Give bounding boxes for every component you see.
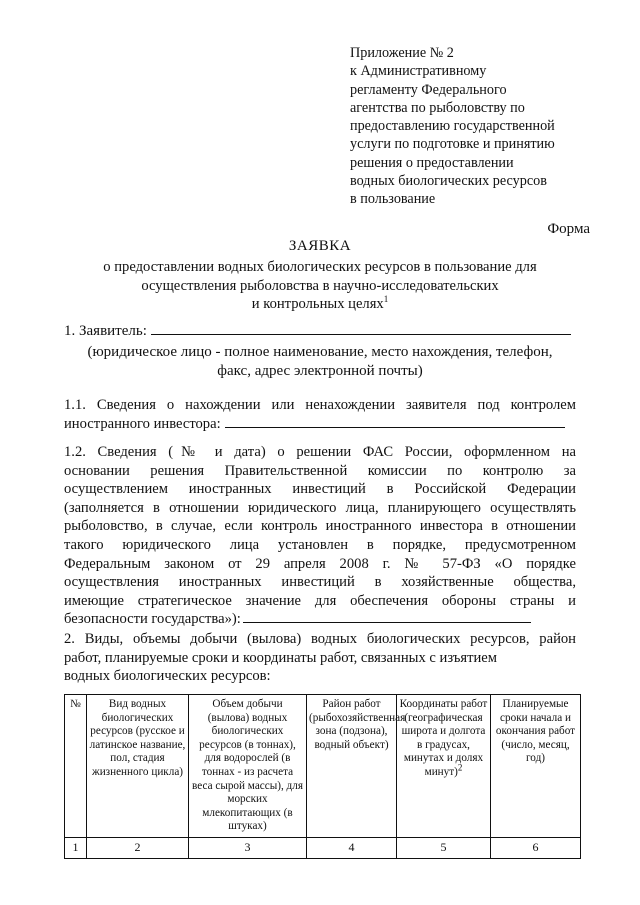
resources-table <box>64 694 581 859</box>
table-cell: 6 <box>491 837 581 858</box>
subtitle-line <box>60 295 580 314</box>
appendix-line: регламенту Федерального <box>350 81 507 98</box>
appendix-line: к Административному <box>350 63 487 80</box>
section-1-2-line: имеющие стратегическое значение для обеспечения обороны страны и <box>64 592 576 609</box>
table-header-text: Координаты работ (географическая широта и долгота в градусах, минутах и долях минут) <box>399 698 488 778</box>
section-1-2-line: осуществлением иностранных инвестиций в Российской Федерации <box>64 481 576 498</box>
section-2-line: водных биологических ресурсов: <box>64 668 271 685</box>
table-header-cell: Район работ (рыбохозяйственная зона (подзона), водный объект) <box>307 695 397 838</box>
applicant-row <box>64 322 571 340</box>
section-1-2-line: Федеральным законом от 29 апреля 2008 г. № 57-ФЗ «О порядке <box>64 555 576 572</box>
section-2-line: 2. Виды, объемы добычи (вылова) водных биологических ресурсов, район <box>64 631 576 647</box>
appendix-line: предоставлению государственной <box>350 118 555 135</box>
section-1-2-line: основании решения Правительственной комиссии по контролю за <box>64 462 576 479</box>
section-2 <box>64 630 576 686</box>
appendix-block <box>350 44 610 209</box>
table-cell: 1 <box>65 837 87 858</box>
table-cell: 5 <box>397 837 491 858</box>
table-header-cell <box>397 695 491 838</box>
section-2-line: работ, планируемые сроки и координаты работ, связанных с изъятием <box>64 649 498 666</box>
section-1-2-line: (заполняется в отношении юридического лица, планирующего осуществлять <box>64 499 576 516</box>
section-1-1-line: 1.1. Сведения о нахождении или ненахождении заявителя под контролем <box>64 397 576 413</box>
table-header-cell: № <box>65 695 87 838</box>
section-1-2-line: 1.2. Сведения (№ и дата) о решении ФАС России, оформленном на <box>64 444 576 460</box>
table-cell: 3 <box>189 837 307 858</box>
appendix-line: водных биологических ресурсов <box>350 173 547 190</box>
section-1-2 <box>64 443 576 629</box>
applicant-label: 1. Заявитель: <box>64 323 147 339</box>
appendix-line: Приложение № 2 <box>350 45 454 61</box>
applicant-field[interactable] <box>151 322 571 335</box>
subtitle-line-text: и контрольных целях <box>251 296 384 312</box>
section-1-1 <box>64 396 576 433</box>
table-cell: 2 <box>87 837 189 858</box>
table-header-row <box>65 695 581 838</box>
appendix-line: услуги по подготовке и принятию <box>350 136 555 153</box>
table-cell: 4 <box>307 837 397 858</box>
foreign-investor-field[interactable] <box>225 415 565 428</box>
subtitle-line: о предоставлении водных биологических ресурсов в пользование для <box>103 259 537 275</box>
appendix-line: агентства по рыболовству по <box>350 99 525 116</box>
footnote-mark: 1 <box>383 294 389 305</box>
appendix-line: в пользование <box>350 191 436 208</box>
table-header-cell: Объем добычи (вылова) водных биологических ресурсов (в тоннах), для водорослей (в тоннах - из расчета веса сырой массы), для морских млекопитающих (в штуках) <box>189 695 307 838</box>
fas-decision-field[interactable] <box>243 610 531 623</box>
footnote-mark: 2 <box>457 762 463 773</box>
subtitle-line: осуществления рыболовства в научно-исследовательских <box>141 277 499 294</box>
applicant-note <box>64 343 576 381</box>
section-1-1-line <box>64 415 576 434</box>
section-1-1-text: иностранного инвестора: <box>64 415 221 432</box>
applicant-note-line: факс, адрес электронной почты) <box>217 363 423 379</box>
section-1-2-line <box>64 610 576 629</box>
appendix-line: решения о предоставлении <box>350 154 514 171</box>
section-1-2-line: рыболовство, в случае, если контроль иностранного инвестора в отношении <box>64 518 576 535</box>
document-title: ЗАЯВКА <box>288 238 352 254</box>
form-label: Форма <box>547 221 590 237</box>
table-row <box>65 837 581 858</box>
section-1-2-text: безопасности государства»): <box>64 611 241 628</box>
table-header-cell: Планируемые сроки начала и окончания работ (число, месяц, год) <box>491 695 581 838</box>
section-1-2-line: такого юридического лица установлен в порядке, предусмотренном <box>64 536 576 553</box>
applicant-note-line: (юридическое лицо - полное наименование, место нахождения, телефон, <box>87 344 553 360</box>
section-1-2-line: осуществления иностранных инвестиций в хозяйственные общества, <box>64 574 576 591</box>
document-subtitle <box>60 258 580 314</box>
table-header-cell: Вид водных биологических ресурсов (русское и латинское название, пол, стадия жизненного цикла) <box>87 695 189 838</box>
